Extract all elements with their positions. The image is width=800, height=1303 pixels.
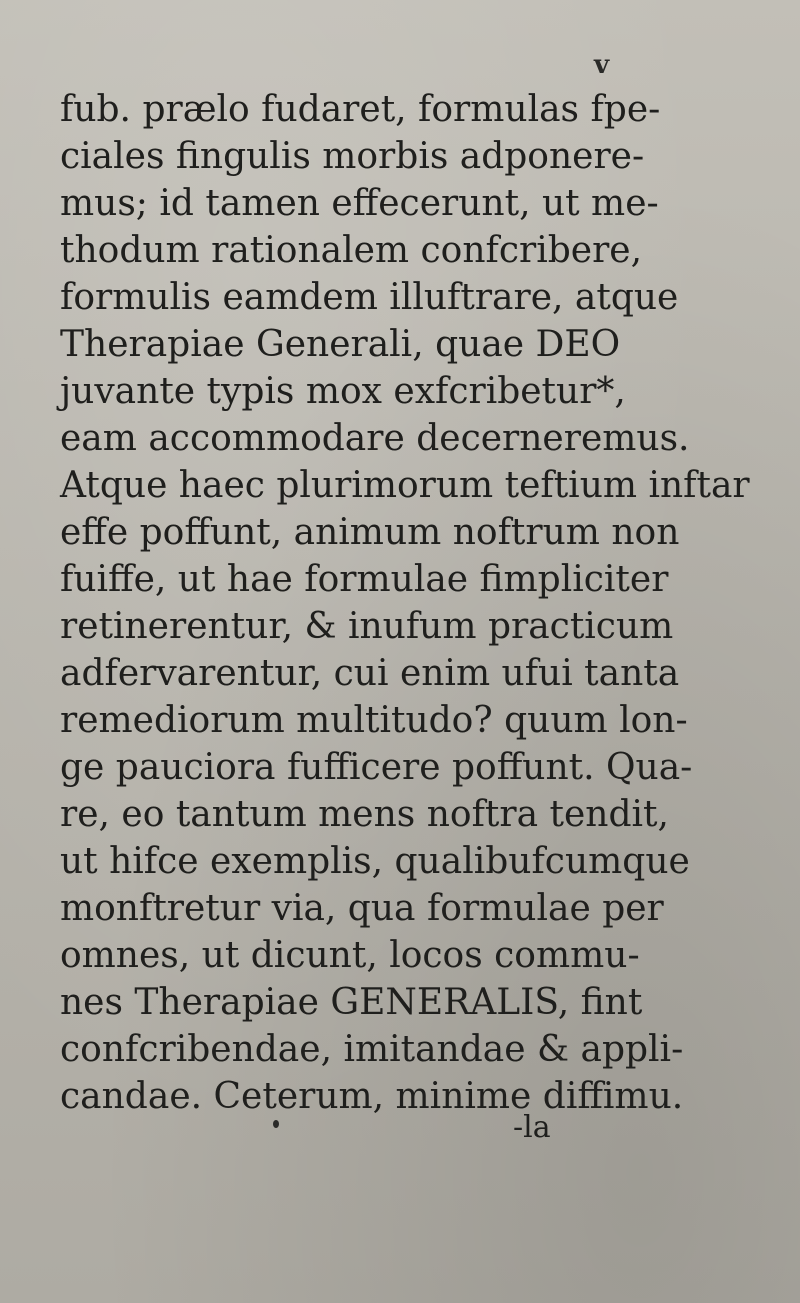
text-line: adfervarentur, cui enim ufui tanta <box>60 653 680 694</box>
text-line: ciales fingulis morbis adponere- <box>60 136 645 177</box>
text-line: fub. prælo fudaret, formulas fpe- <box>60 89 661 130</box>
text-line: omnes, ut dicunt, locos commu- <box>60 935 640 976</box>
text-line: candae. Ceterum, minime diffimu. <box>60 1076 684 1117</box>
text-line: thodum rationalem confcribere, <box>60 230 643 271</box>
signature-mark: v <box>594 50 610 80</box>
text-line: ge pauciora fufficere poffunt. Qua- <box>60 747 693 788</box>
text-line: effe poffunt, animum noftrum non <box>60 512 680 553</box>
text-line: formulis eamdem illuftrare, atque <box>60 277 679 318</box>
text-line: retinerentur, & inufum practicum <box>60 606 674 647</box>
catchword: -la <box>513 1110 551 1145</box>
text-line: fuiffe, ut hae formulae fimpliciter <box>60 559 669 600</box>
text-line: re, eo tantum mens noftra tendit, <box>60 794 669 835</box>
text-line: mus; id tamen effecerunt, ut me- <box>60 183 659 224</box>
text-line: Therapiae Generali, quae DEO <box>60 324 621 365</box>
ink-dot <box>273 1120 279 1128</box>
text-line: confcribendae, imitandae & appli- <box>60 1029 684 1070</box>
text-line: eam accommodare decerneremus. <box>60 418 690 459</box>
text-line: ut hifce exemplis, qualibufcumque <box>60 841 690 882</box>
text-line: monftretur via, qua formulae per <box>60 888 664 929</box>
text-line: remediorum multitudo? quum lon- <box>60 700 688 741</box>
text-line: juvante typis mox exfcribetur*, <box>60 371 626 412</box>
text-line: nes Therapiae GENERALIS, fint <box>60 982 643 1023</box>
text-line: Atque haec plurimorum teftium inftar <box>60 465 750 506</box>
